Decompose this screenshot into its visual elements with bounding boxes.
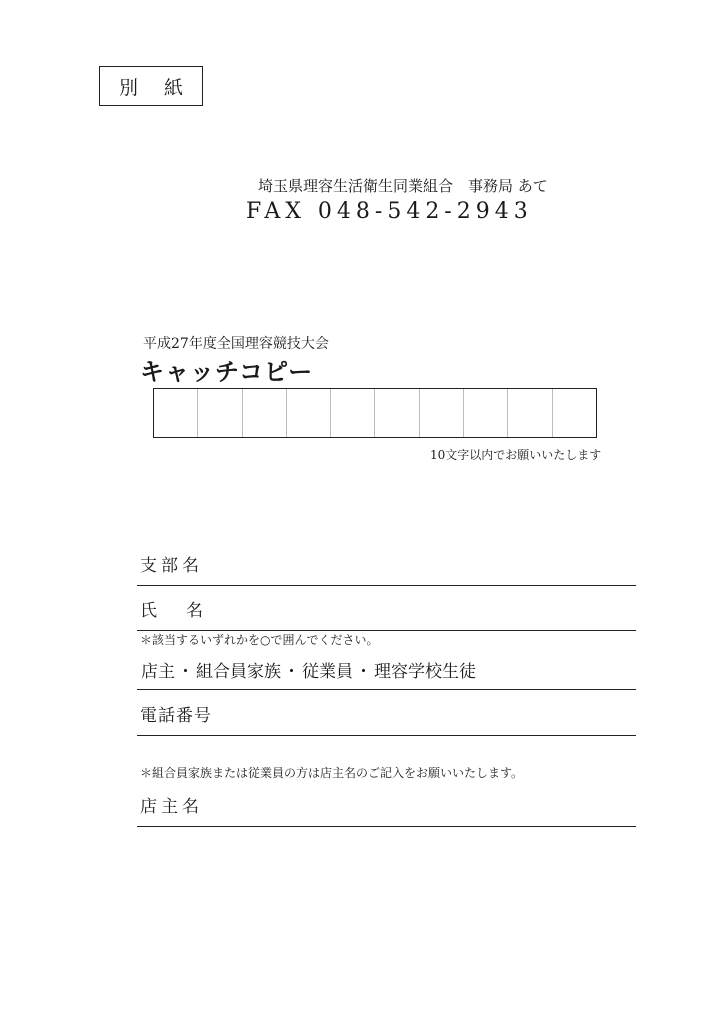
selection-note: ＊該当するいずれかを○で囲んでください。 — [140, 633, 379, 647]
attachment-label-text: 別 紙 — [118, 76, 194, 99]
choice-separator: ・ — [283, 662, 300, 682]
catchphrase-char-cell[interactable] — [553, 389, 596, 437]
choice-separator: ・ — [177, 662, 194, 682]
catchphrase-char-cell[interactable] — [287, 389, 331, 437]
fax-number: FAX 048-542-2943 — [246, 199, 533, 224]
owner-name-note: ＊組合員家族または従業員の方は店主名のご記入をお願いいたします。 — [140, 766, 524, 780]
catchphrase-char-cell[interactable] — [154, 389, 198, 437]
owner-name-label: 店主名 — [140, 797, 203, 817]
owner-name-field-line[interactable] — [137, 826, 636, 827]
choice-employee[interactable]: 従業員 — [302, 662, 353, 682]
catchphrase-heading: キャッチコピー — [140, 357, 314, 386]
name-label: 氏 名 — [140, 601, 209, 621]
catchphrase-char-cell[interactable] — [464, 389, 508, 437]
catchphrase-note: 10文字以内でお願いいたします — [430, 448, 602, 462]
recipient-line: 埼玉県理容生活衛生同業組合 事務局 あて — [258, 177, 548, 195]
catchphrase-entry-box[interactable] — [153, 388, 597, 438]
event-title: 平成27年度全国理容競技大会 — [143, 336, 329, 352]
choice-barber-student[interactable]: 理容学校生徒 — [374, 662, 476, 682]
choice-separator: ・ — [355, 662, 372, 682]
attendee-type-choices — [141, 657, 476, 682]
catchphrase-char-cell[interactable] — [198, 389, 242, 437]
catchphrase-char-cell[interactable] — [331, 389, 375, 437]
choices-line — [137, 689, 636, 690]
branch-field-line[interactable] — [137, 585, 636, 586]
branch-label: 支部名 — [140, 556, 203, 576]
catchphrase-char-cell[interactable] — [375, 389, 419, 437]
choice-member-family[interactable]: 組合員家族 — [196, 662, 281, 682]
catchphrase-char-cell[interactable] — [420, 389, 464, 437]
catchphrase-char-cell[interactable] — [243, 389, 287, 437]
phone-label: 電話番号 — [140, 706, 212, 726]
phone-field-line[interactable] — [137, 735, 636, 736]
catchphrase-char-cell[interactable] — [508, 389, 552, 437]
choice-owner[interactable]: 店主 — [141, 662, 175, 682]
attachment-label — [99, 66, 203, 106]
